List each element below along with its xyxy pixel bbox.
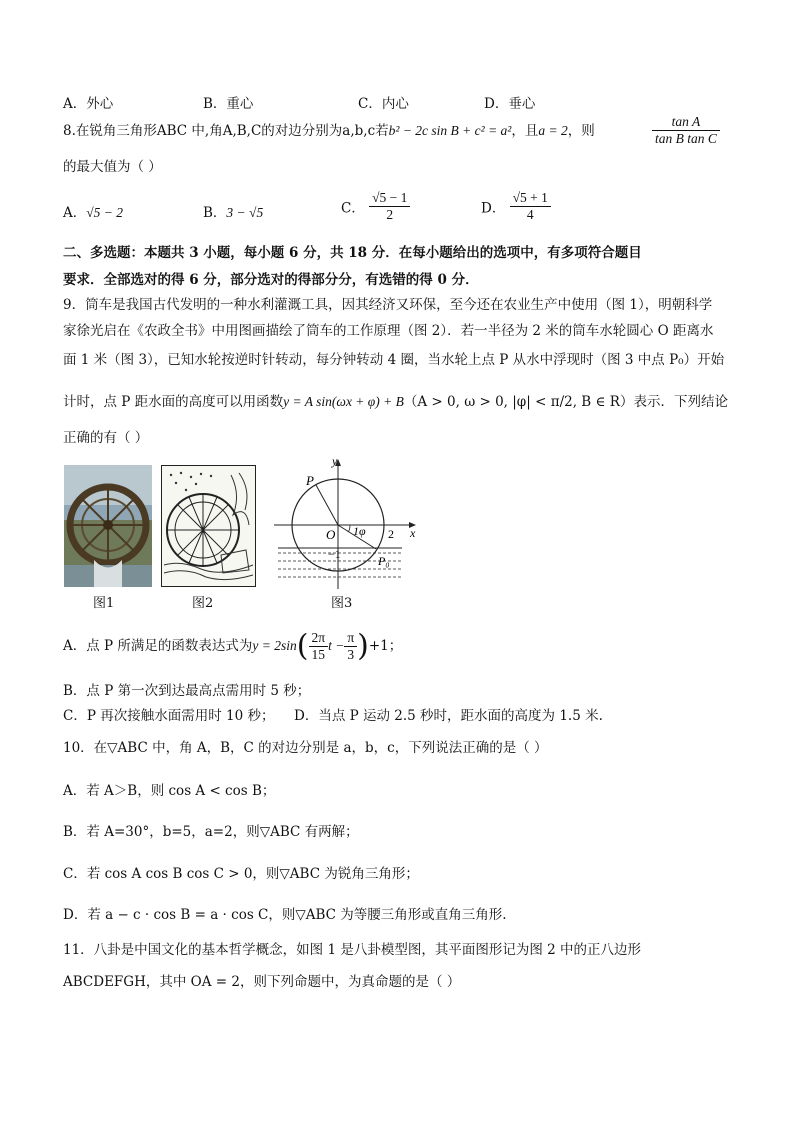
fig3-tick-2: 2 — [388, 527, 394, 541]
q8-option-c-den: 2 — [386, 207, 394, 222]
q9-line4b: （A > 0, ω > 0, |φ| < π/2, B ∈ R）表示．下列结论 — [403, 394, 728, 410]
q8-then: ，则 — [567, 123, 595, 139]
q8-option-c-num: √5 − 1 — [369, 190, 410, 207]
q8-option-b-value: 3 − √5 — [226, 205, 264, 220]
q9-option-a-rparen: ) — [357, 628, 369, 664]
q9-option-c: C．P 再次接触水面需用时 10 秒； — [63, 708, 275, 724]
q9-option-a-lparen: ( — [296, 628, 309, 664]
q10-option-a: A．若 A＞B，则 cos A < cos B； — [63, 783, 276, 799]
q8-option-d — [481, 190, 551, 223]
q8-option-c — [341, 190, 410, 223]
figure2-caption: 图2 — [192, 596, 214, 611]
figure1-caption: 图1 — [93, 596, 115, 611]
q8-line2: 的最大值为（ ） — [63, 159, 162, 175]
q8-option-d-fraction — [510, 190, 551, 223]
q8-option-b-label: B． — [203, 205, 227, 221]
q9-option-a-frac1 — [309, 630, 329, 663]
q11-line1: 11．八卦是中国文化的基本哲学概念，如图 1 是八卦模型图，其平面图形记为图 2 中的正八边形 — [63, 942, 642, 958]
fig3-p0-label: P₀ — [378, 554, 390, 568]
q9-option-a-mid: t − — [328, 638, 345, 653]
q8-line1: 8.在锐角三角形ABC 中,角A,B,C的对边分别为a,b,c若 — [63, 123, 389, 139]
q8-option-a-label: A． — [63, 205, 87, 221]
fig3-tick-neg1: −1 — [328, 547, 341, 561]
q8-mid: ，且 — [511, 123, 539, 139]
q9-line1: 9．筒车是我国古代发明的一种水利灌溉工具，因其经济又环保，至今还在农业生产中使用（图 1），明朝科学 — [63, 297, 713, 313]
q11-line2: ABCDEFGH，其中 OA = 2，则下列命题中，为真命题的是（ ） — [63, 974, 461, 990]
fig3-origin-label: O — [326, 527, 336, 542]
q9-line5: 正确的有（ ） — [63, 430, 149, 446]
q8-option-d-num: √5 + 1 — [510, 190, 551, 207]
q7-option-b: B．重心 — [203, 96, 254, 112]
q8-frac-den: tan B tan C — [655, 131, 717, 146]
q8-option-b — [203, 201, 263, 221]
q9-option-a-frac1-num: 2π — [309, 630, 329, 647]
q9-option-d: D．当点 P 运动 2.5 秒时，距水面的高度为 1.5 米. — [294, 708, 603, 724]
q9-option-a-frac2-num: π — [344, 630, 357, 647]
q8-fraction — [652, 114, 720, 147]
q9-line4 — [63, 393, 728, 411]
q9-option-a-prefix: A．点 P 所满足的函数表达式为 — [63, 638, 253, 654]
fig3-x-label: x — [410, 526, 416, 540]
q9-option-a-frac2-den: 3 — [347, 647, 355, 662]
figure3-caption: 图3 — [331, 596, 353, 611]
q8-option-c-fraction — [369, 190, 410, 223]
q7-option-d: D．垂心 — [484, 96, 536, 112]
q8-stem — [63, 122, 595, 140]
q8-option-d-label: D． — [481, 200, 506, 217]
waterwheel-photo — [64, 465, 152, 587]
waterwheel-coordinate-diagram — [270, 455, 420, 595]
q8-option-d-den: 4 — [526, 207, 534, 222]
q10-option-c: C．若 cos A cos B cos C > 0，则▽ABC 为锐角三角形； — [63, 866, 419, 882]
section2-header-line1: 二、多选题：本题共 3 小题，每小题 6 分，共 18 分．在每小题给出的选项中，有多项符合题目 — [63, 245, 642, 261]
waterwheel-drawing — [161, 465, 256, 587]
fig3-p-label: P — [306, 473, 314, 488]
q7-option-a: A．外心 — [63, 96, 114, 112]
q9-option-a-suffix: +1； — [368, 638, 403, 654]
section2-header-line2: 要求．全部选对的得 6 分，部分选对的得部分分，有选错的得 0 分． — [63, 272, 479, 288]
q9-line4a: 计时，点 P 距水面的高度可以用函数 — [63, 394, 284, 410]
q8-option-a-value: √5 − 2 — [86, 205, 124, 220]
q9-option-a-frac1-den: 15 — [311, 647, 326, 662]
q9-option-b: B．点 P 第一次到达最高点需用时 5 秒； — [63, 683, 311, 699]
q10-option-b: B．若 A=30°，b=5，a=2，则▽ABC 有两解； — [63, 824, 359, 840]
q8-option-c-label: C． — [341, 200, 365, 217]
q8-option-a — [63, 201, 123, 221]
q8-cond2: a = 2 — [538, 123, 568, 138]
fig3-y-label: y — [332, 455, 338, 468]
fig3-phi-label: 1φ — [353, 524, 366, 538]
q9-line2: 家徐光启在《农政全书》中用图画描绘了筒车的工作原理（图 2）．若一半径为 2 米的筒车水轮圆心 O 距离水 — [63, 323, 714, 339]
q9-option-a — [63, 626, 402, 667]
q8-cond1: b² − 2c sin B + c² = a² — [388, 123, 512, 138]
q10-stem: 10．在▽ABC 中，角 A，B，C 的对边分别是 a，b，c，下列说法正确的是（ ） — [63, 740, 548, 756]
q9-option-a-frac2 — [344, 630, 357, 663]
q9-line3: 面 1 米（图 3），已知水轮按逆时针转动，每分钟转动 4 圈，当水轮上点 P 从水中浮现时（图 3 中点 P₀）开始 — [63, 352, 725, 368]
q8-frac-num: tan A — [652, 114, 720, 131]
q10-option-d: D．若 a − c · cos B = a · cos C，则▽ABC 为等腰三角形或直角三角形. — [63, 907, 507, 923]
q7-option-c: C．内心 — [358, 96, 409, 112]
q9-function: y = A sin(ωx + φ) + B — [283, 394, 404, 409]
q9-option-a-expr: y = 2sin — [252, 638, 297, 653]
